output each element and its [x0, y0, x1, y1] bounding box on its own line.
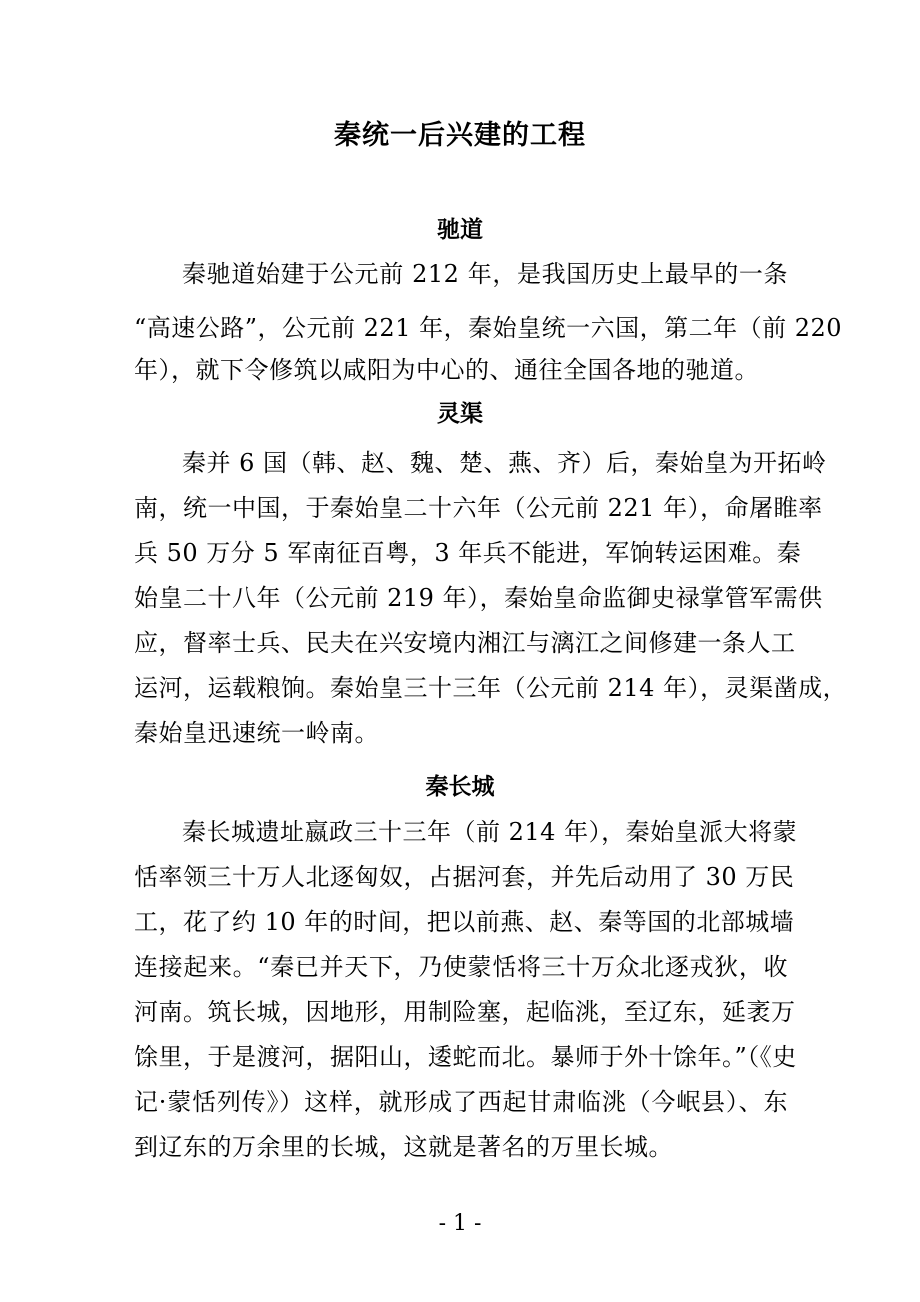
paragraph-line: 河南。筑长城，因地形，用制险塞，起临洮，至辽东，延袤万	[134, 998, 796, 1026]
section-heading-qin-great-wall: 秦长城	[425, 774, 495, 800]
paragraph-line: 秦并 6 国（韩、赵、魏、楚、燕、齐）后，秦始皇为开拓岭	[182, 449, 827, 477]
paragraph-line: 运河，运载粮饷。秦始皇三十三年（公元前 214 年），灵渠凿成，	[134, 674, 848, 702]
paragraph-line: 秦长城遗址嬴政三十三年（前 214 年），秦始皇派大将蒙	[182, 818, 798, 846]
paragraph-line: 南，统一中国，于秦始皇二十六年（公元前 221 年），命屠睢率	[134, 494, 823, 522]
section-heading-chidao: 驰道	[437, 217, 483, 243]
document-title: 秦统一后兴建的工程	[334, 120, 586, 151]
paragraph-line: “高速公路”，公元前 221 年，秦始皇统一六国，第二年（前 220	[134, 314, 843, 342]
paragraph-line: 工，花了约 10 年的时间，把以前燕、赵、秦等国的北部城墙	[134, 908, 795, 936]
paragraph-line: 秦始皇迅速统一岭南。	[134, 719, 379, 747]
paragraph-line: 年），就下令修筑以咸阳为中心的、通往全国各地的驰道。	[134, 356, 759, 384]
section-heading-lingqu: 灵渠	[437, 401, 483, 427]
paragraph-line: 始皇二十八年（公元前 219 年），秦始皇命监御史禄掌管军需供	[134, 584, 823, 612]
paragraph-line: 连接起来。“秦已并天下，乃使蒙恬将三十万众北逐戎狄，收	[134, 953, 788, 981]
paragraph-line: 恬率领三十万人北逐匈奴，占据河套，并先后动用了 30 万民	[134, 863, 795, 891]
paragraph-line: 记·蒙恬列传》）这样，就形成了西起甘肃临洮（今岷县）、东	[134, 1088, 788, 1116]
page-number: - 1 -	[438, 1211, 482, 1236]
paragraph-line: 馀里，于是渡河，据阳山，逶蛇而北。暴师于外十馀年。”（《史	[134, 1043, 797, 1071]
paragraph-line: 到辽东的万余里的长城，这就是著名的万里长城。	[134, 1133, 673, 1161]
paragraph-line: 应，督率士兵、民夫在兴安境内湘江与漓江之间修建一条人工	[134, 629, 796, 657]
paragraph-line: 兵 50 万分 5 军南征百粤，3 年兵不能进，军饷转运困难。秦	[134, 539, 802, 567]
paragraph-line: 秦驰道始建于公元前 212 年，是我国历史上最早的一条	[182, 260, 788, 288]
